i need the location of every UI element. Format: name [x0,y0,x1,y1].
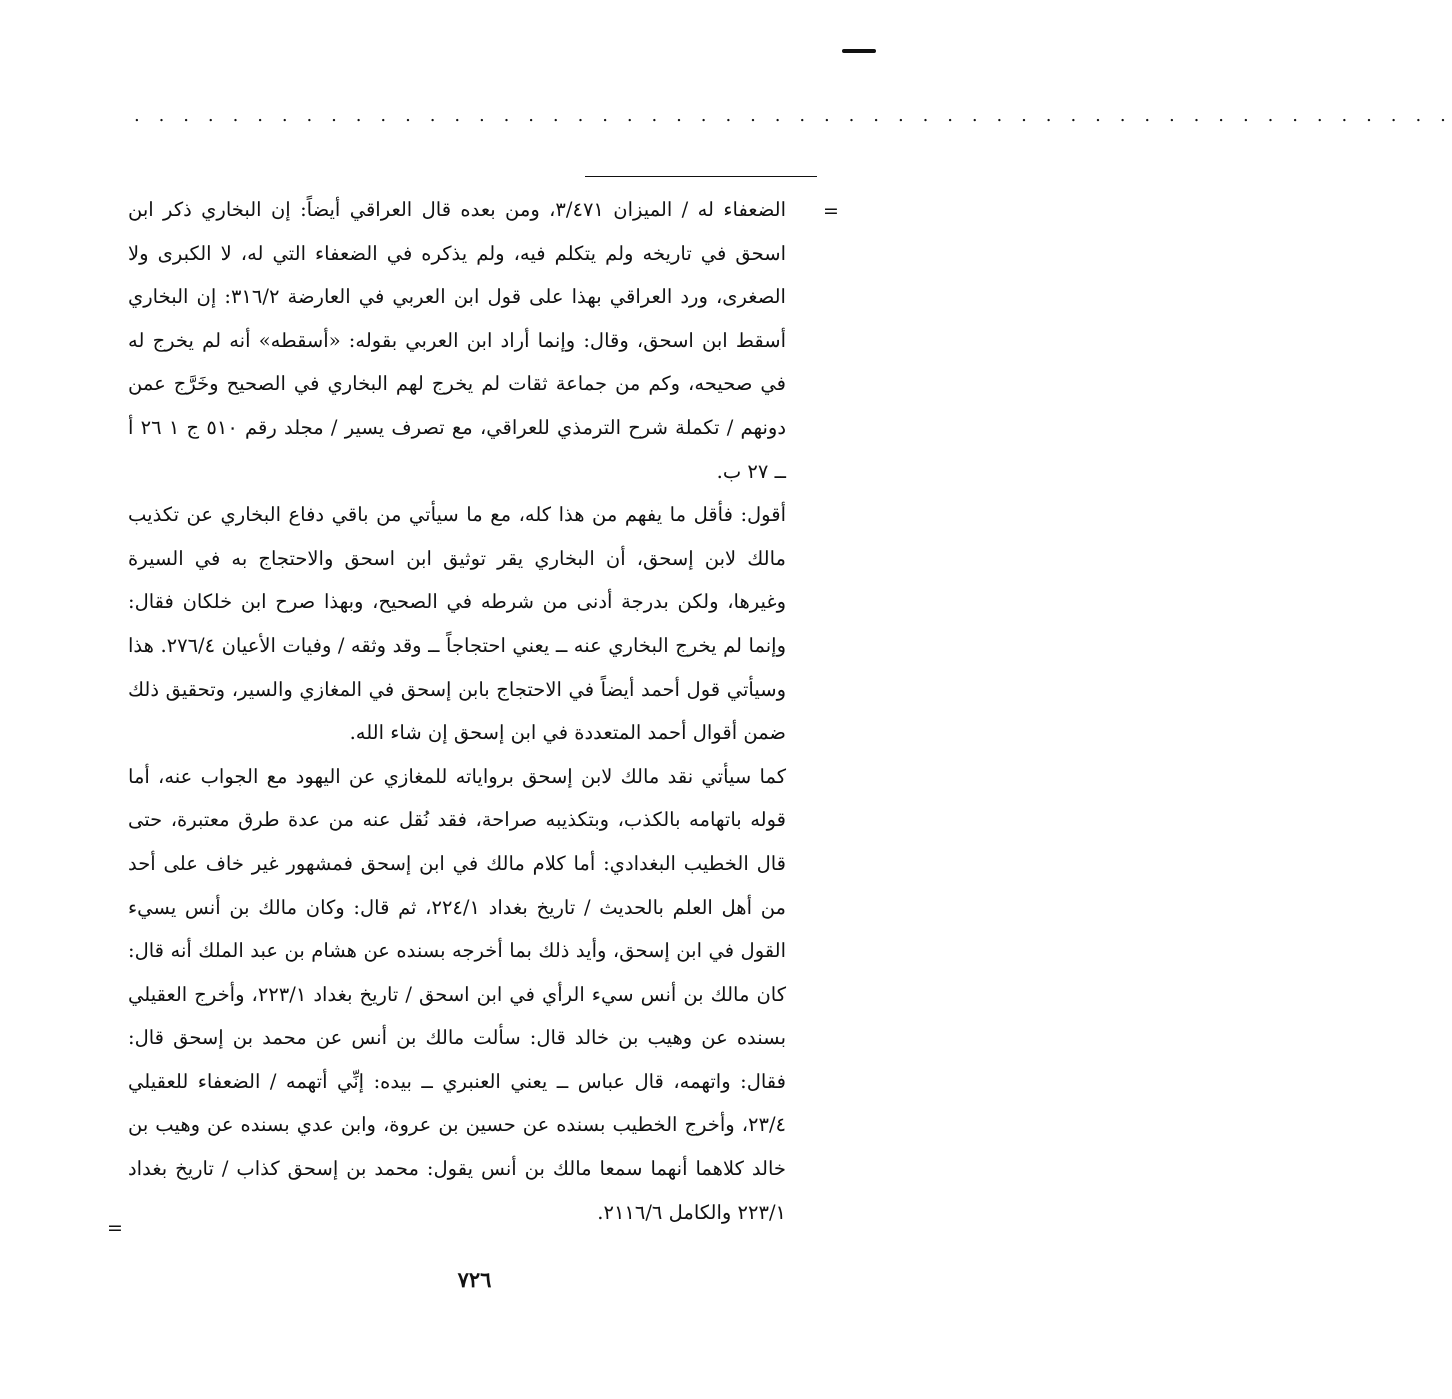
corner-dash-mark [842,49,876,53]
continuation-marker-bottom: = [107,1217,123,1239]
footnote-paragraph-3: كما سيأتي نقد مالك لابن إسحق برواياته للمغازي عن اليهود مع الجواب عنه، أما قوله باتهامه بالكذب، وبتكذيبه صراحة، فقد نُقل عنه من عدة طرق معتبرة، حتى قال الخطيب البغدادي: أما كلام مالك في ابن إسحق فمشهور غير خاف على أحد من أهل العلم بالحديث / تاريخ بغداد ٢٢٤/١، ثم قال: وكان مالك بن أنس يسيء القول في ابن إسحق، وأيد ذلك بما أخرجه بسنده عن هشام بن عبد الملك أنه قال: كان مالك بن أنس سيء الرأي في ابن اسحق / تاريخ بغداد ٢٢٣/١، وأخرج العقيلي بسنده عن وهيب بن خالد قال: سألت مالك بن أنس عن محمد بن إسحق قال: فقال: واتهمه، قال عباس ــ يعني العنبري ــ بيده: إنِّي أتهمه / الضعفاء للعقيلي ٢٣/٤، وأخرج الخطيب بسنده عن حسين بن عروة، وابن عدي بسنده عن وهيب بن خالد كلاهما أنهما سمعا مالك بن أنس يقول: محمد بن إسحق كذاب / تاريخ بغداد ٢٢٣/١ والكامل ٢١١٦/٦. [128,764,787,1224]
footnote-paragraph-2: أقول: فأقل ما يفهم من هذا كله، مع ما سيأتي من باقي دفاع البخاري عن تكذيب مالك لابن إسحق، أن البخاري يقر توثيق ابن اسحق والاحتجاج به في السيرة وغيرها، ولكن بدرجة أدنى من شرطه في الصحيح، وبهذا صرح ابن خلكان فقال: وإنما لم يخرج البخاري عنه ــ يعني احتجاجاً ــ وقد وثقه / وفيات الأعيان ٢٧٦/٤. هذا وسيأتي قول أحمد أيضاً في الاحتجاج بابن إسحق في المغازي والسير، وتحقيق ذلك ضمن أقوال أحمد المتعددة في ابن إسحق إن شاء الله. [128,503,786,745]
footnote-paragraph-1: الضعفاء له / الميزان ٣/٤٧١، ومن بعده قال العراقي أيضاً: إن البخاري ذكر ابن اسحق في تاريخه ولم يتكلم فيه، ولم يذكره في الضعفاء التي له، لا الكبرى ولا الصغرى، ورد العراقي بهذا على قول ابن العربي في العارضة ٣١٦/٢: إن البخاري أسقط ابن اسحق، وقال: وإنما أراد ابن العربي بقوله: «أسقطه» أنه لم يخرج له في صحيحه، وكم من جماعة ثقات لم يخرج لهم البخاري في الصحيح وخَرَّج عمن دونهم / تكملة شرح الترمذي للعراقي، مع تصرف يسير / مجلد رقم ٥١٠ ج ١ ٢٦ أ ــ ٢٧ ب. [128,198,787,483]
dotted-separator: . . . . . . . . . . . . . . . . . . . . . . . . . . . . . . . . . . . . . . . . . . . . . . . . . . . . . . [134,105,1452,126]
page-number: ٧٢٦ [457,1267,492,1292]
continuation-marker-top: = [823,200,839,222]
footnote-text [128,188,786,1234]
footnote-rule [585,176,817,177]
